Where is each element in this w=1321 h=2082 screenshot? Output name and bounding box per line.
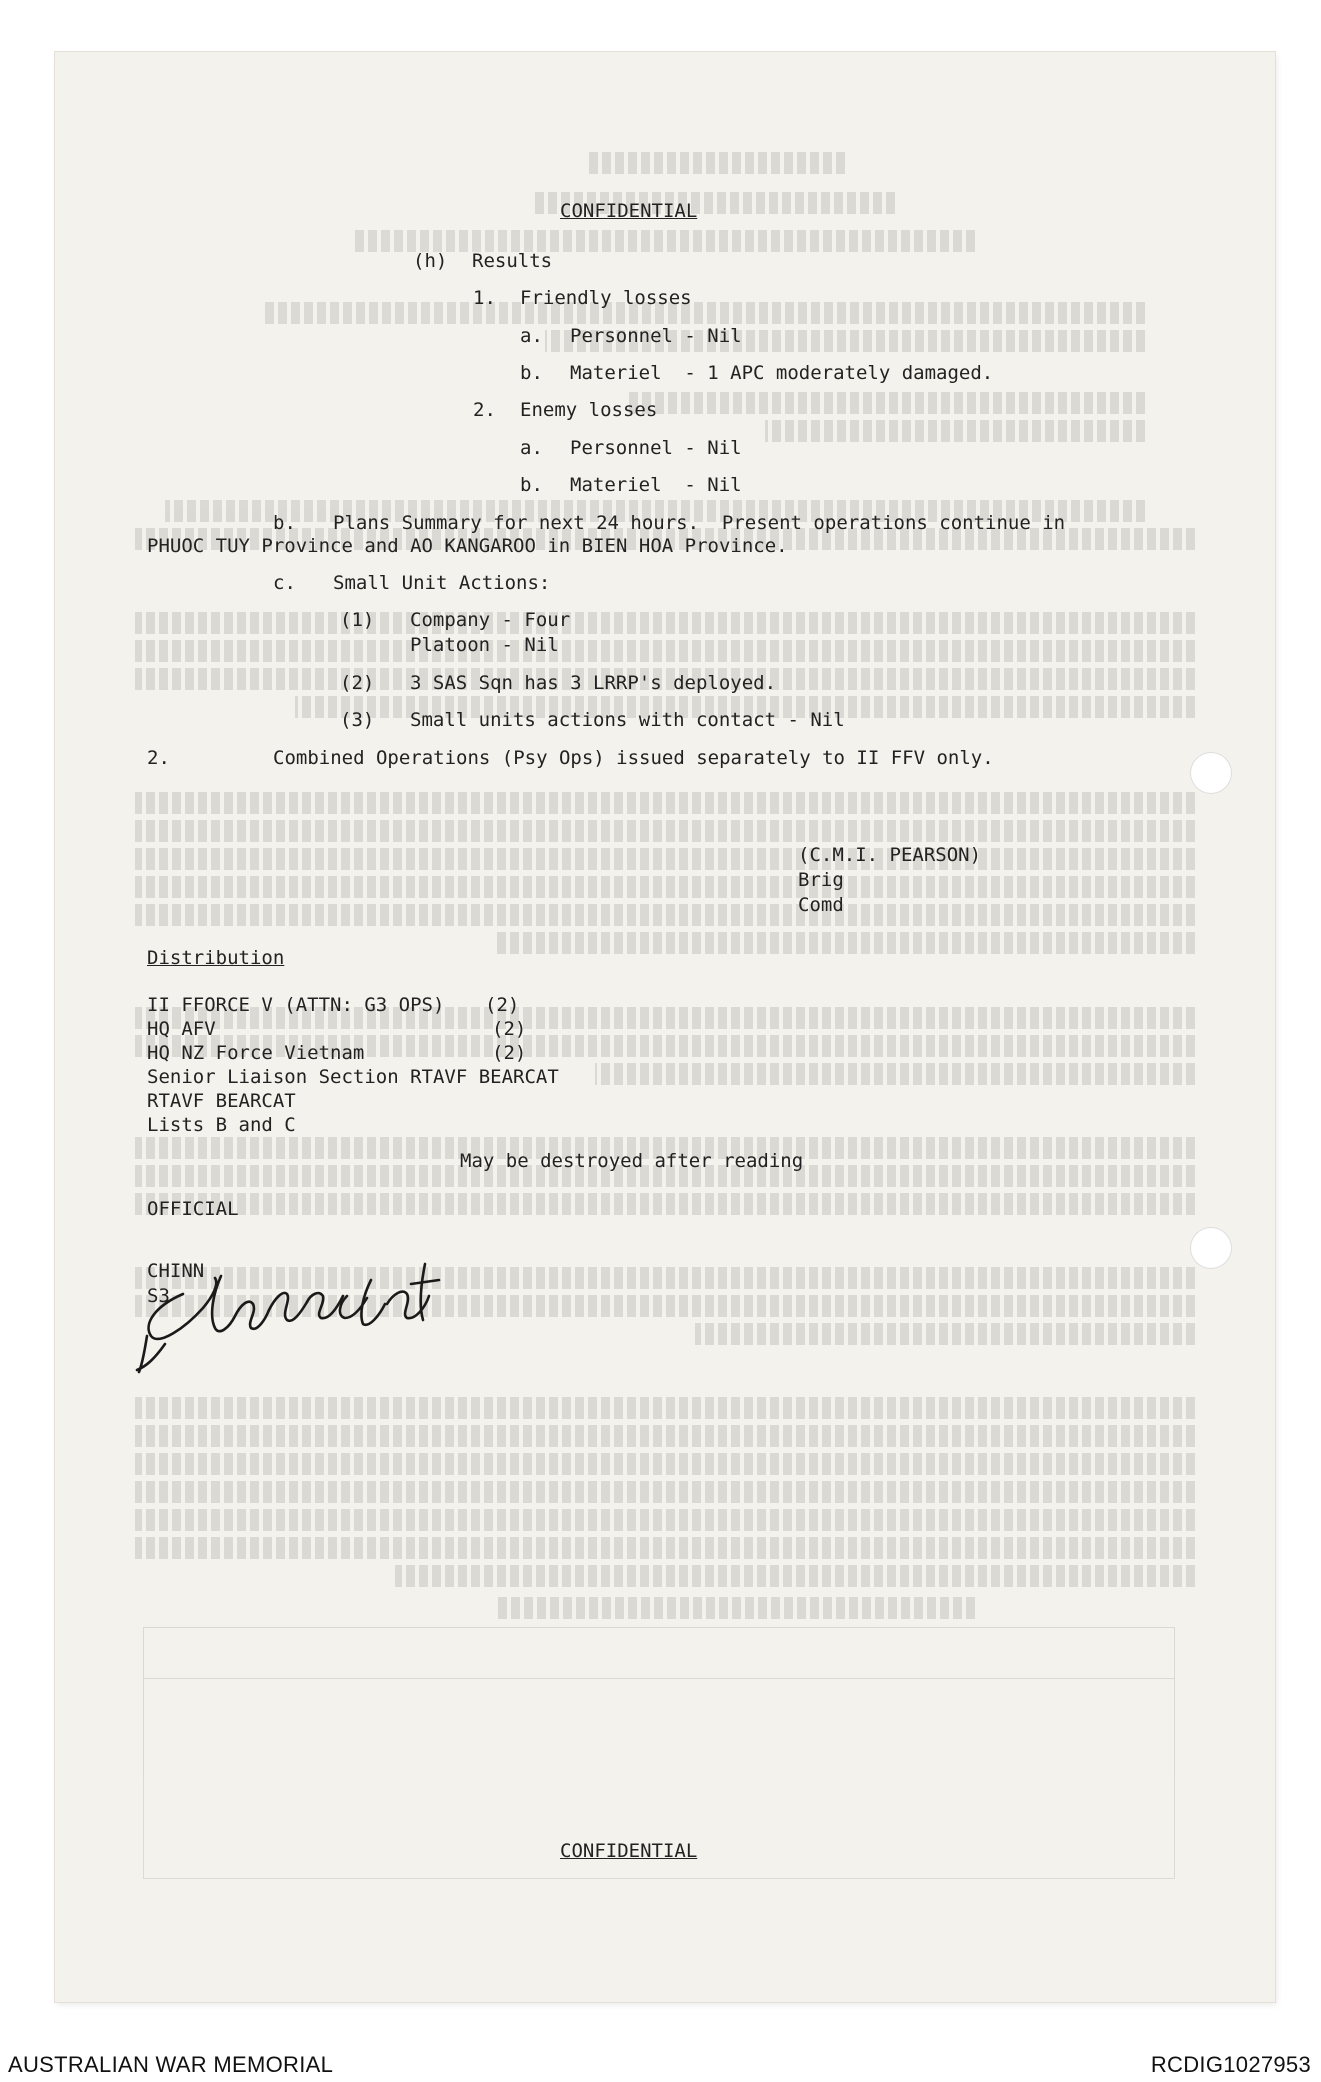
- official-appointment: S3: [147, 1285, 170, 1307]
- distribution-item-name: HQ NZ Force Vietnam: [147, 1042, 365, 1064]
- small-units-sas: 3 SAS Sqn has 3 LRRP's deployed.: [410, 672, 777, 694]
- enemy-losses-label: Enemy losses: [520, 399, 658, 421]
- distribution-item-copies: (2): [485, 994, 520, 1016]
- plans-number: b.: [273, 512, 296, 534]
- enemy-personnel-number: a.: [520, 437, 543, 459]
- small-units-item-3-number: (3): [340, 709, 375, 731]
- combined-ops-text: Combined Operations (Psy Ops) issued separately to II FFV only.: [273, 747, 994, 769]
- small-units-company: Company - Four: [410, 609, 571, 631]
- enemy-personnel: Personnel - Nil: [570, 437, 742, 459]
- results-number: (h): [413, 250, 448, 272]
- official-label: OFFICIAL: [147, 1198, 239, 1220]
- combined-ops-number: 2.: [147, 747, 170, 769]
- small-units-item-1-number: (1): [340, 609, 375, 631]
- friendly-personnel: Personnel - Nil: [570, 325, 742, 347]
- punch-hole-top: [1190, 752, 1232, 794]
- small-units-label: Small Unit Actions:: [333, 572, 551, 594]
- enemy-losses-number: 2.: [473, 399, 496, 421]
- distribution-item-name: RTAVF BEARCAT: [147, 1090, 296, 1112]
- distribution-item-copies: (2): [492, 1018, 527, 1040]
- friendly-losses-label: Friendly losses: [520, 287, 692, 309]
- commander-rank: Brig: [798, 869, 844, 891]
- classification-bottom: CONFIDENTIAL: [560, 1840, 698, 1862]
- destroy-note: May be destroyed after reading: [460, 1150, 804, 1172]
- enemy-materiel-number: b.: [520, 474, 543, 496]
- friendly-losses-number: 1.: [473, 287, 496, 309]
- commander-name: (C.M.I. PEARSON): [798, 844, 982, 866]
- friendly-materiel: Materiel - 1 APC moderately damaged.: [570, 362, 994, 384]
- plans-line-1: Plans Summary for next 24 hours. Present operations continue in: [333, 512, 1066, 534]
- handwritten-signature: [125, 1224, 445, 1374]
- footer-item-id: RCDIG1027953: [1150, 2052, 1311, 2077]
- enemy-materiel: Materiel - Nil: [570, 474, 742, 496]
- classification-top: CONFIDENTIAL: [560, 200, 698, 222]
- small-units-item-2-number: (2): [340, 672, 375, 694]
- small-units-number: c.: [273, 572, 296, 594]
- commander-appointment: Comd: [798, 894, 844, 916]
- punch-hole-bottom: [1190, 1227, 1232, 1269]
- distribution-item-name: Lists B and C: [147, 1114, 296, 1136]
- footer-institution: AUSTRALIAN WAR MEMORIAL: [8, 2052, 334, 2077]
- distribution-item-name: II FFORCE V (ATTN: G3 OPS): [147, 994, 445, 1016]
- distribution-item-name: Senior Liaison Section RTAVF BEARCAT: [147, 1066, 559, 1088]
- results-heading: Results: [472, 250, 553, 272]
- document-page: [55, 52, 1275, 2002]
- distribution-heading: Distribution: [147, 947, 285, 969]
- small-units-contact: Small units actions with contact - Nil: [410, 709, 845, 731]
- friendly-materiel-number: b.: [520, 362, 543, 384]
- official-name: CHINN: [147, 1260, 205, 1282]
- distribution-item-name: HQ AFV: [147, 1018, 216, 1040]
- small-units-platoon: Platoon - Nil: [410, 634, 559, 656]
- friendly-personnel-number: a.: [520, 325, 543, 347]
- distribution-item-copies: (2): [492, 1042, 527, 1064]
- plans-line-2: PHUOC TUY Province and AO KANGAROO in BIEN HOA Province.: [147, 535, 788, 557]
